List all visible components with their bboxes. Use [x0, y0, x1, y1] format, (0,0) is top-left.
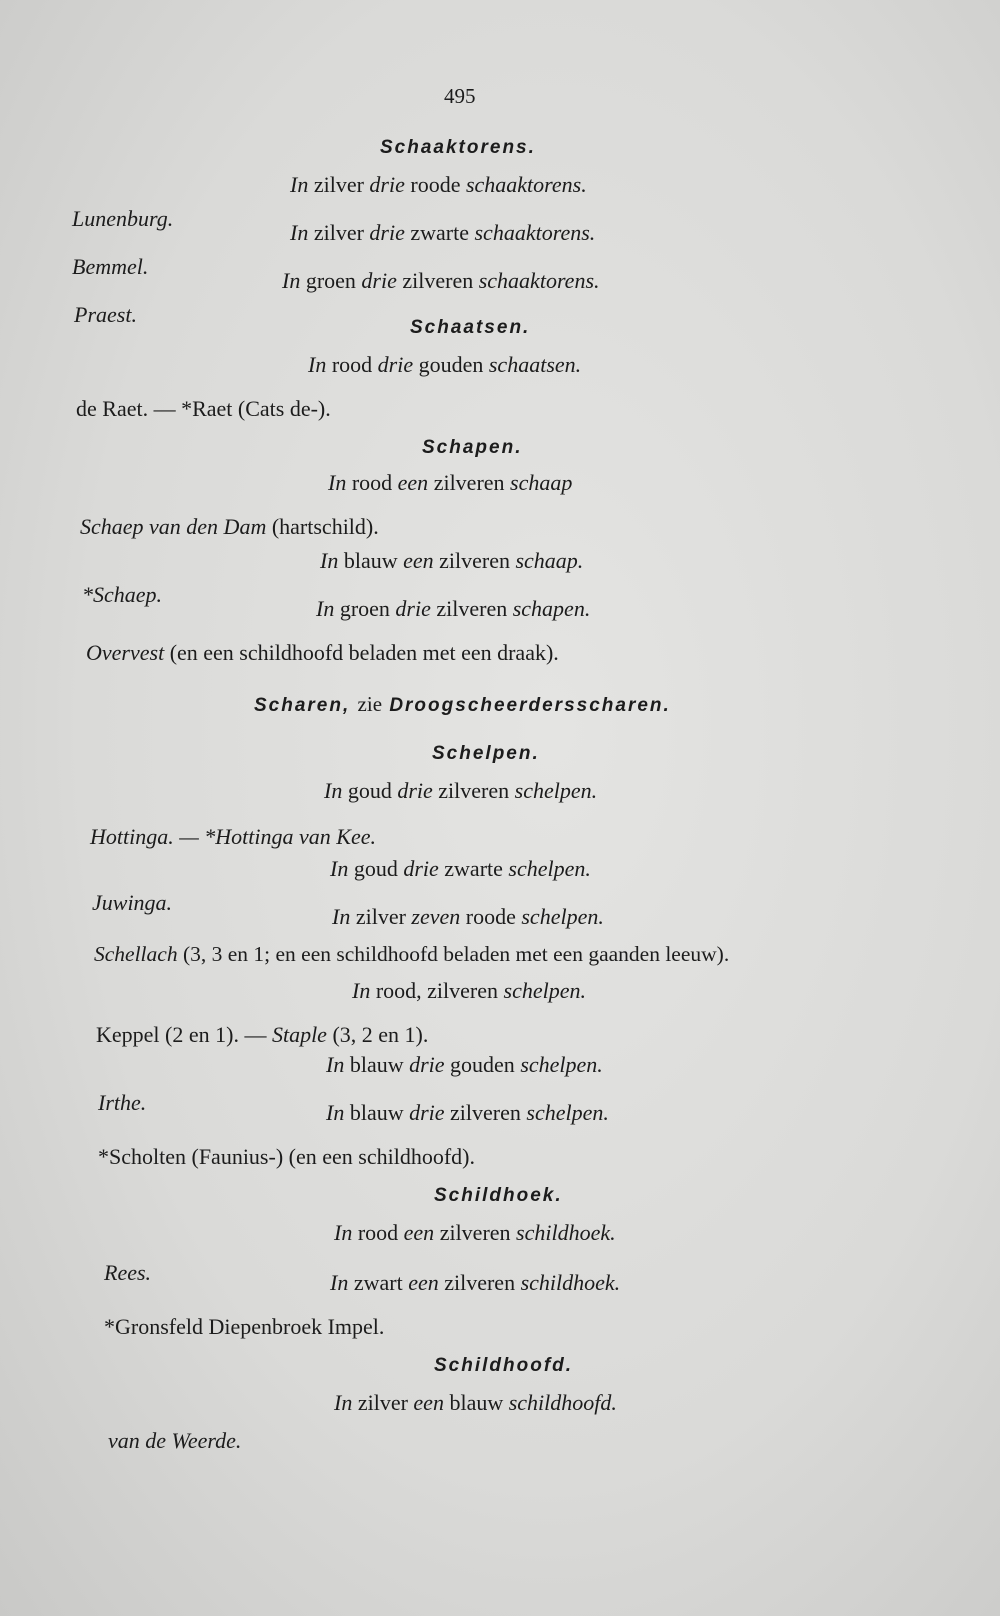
- blazon-line: In groen drie zilveren schaaktorens.: [282, 268, 600, 293]
- blazon-line: In rood, zilveren schelpen.: [352, 978, 586, 1003]
- section-heading: Schaatsen.: [410, 317, 531, 338]
- family-name: Irthe.: [98, 1090, 147, 1115]
- blazon-line: In goud drie zwarte schelpen.: [330, 856, 591, 881]
- family-name: Bemmel.: [72, 254, 149, 279]
- blazon-line: In zwart een zilveren schildhoek.: [330, 1270, 621, 1295]
- family-name: Overvest (en een schildhoofd beladen met een draak).: [86, 640, 559, 665]
- family-name: *Scholten (Faunius-) (en een schildhoofd).: [98, 1144, 475, 1169]
- section-heading: Schelpen.: [432, 743, 540, 764]
- blazon-line: In goud drie zilveren schelpen.: [324, 778, 598, 803]
- blazon-line: In rood een zilveren schildhoek.: [334, 1220, 616, 1245]
- family-name: van de Weerde.: [108, 1428, 242, 1453]
- blazon-line: In zilver drie roode schaaktorens.: [290, 172, 587, 197]
- family-name: Schaep van den Dam (hartschild).: [80, 514, 379, 539]
- blazon-line: In groen drie zilveren schapen.: [316, 596, 591, 621]
- family-name: *Schaep.: [82, 582, 163, 607]
- family-name: Schellach (3, 3 en 1; en een schildhoofd beladen met een gaanden leeuw).: [94, 942, 730, 966]
- blazon-line: In rood drie gouden schaatsen.: [308, 352, 582, 377]
- section-heading: Schapen.: [422, 437, 523, 458]
- family-name: Hottinga. — *Hottinga van Kee.: [90, 824, 376, 849]
- family-name: Praest.: [74, 302, 137, 327]
- blazon-line: In blauw drie zilveren schelpen.: [326, 1100, 609, 1125]
- family-name: *Gronsfeld Diepenbroek Impel.: [104, 1314, 385, 1339]
- page-number: 495: [444, 84, 476, 108]
- blazon-line: In rood een zilveren schaap: [328, 470, 573, 495]
- blazon-line: In zilver een blauw schildhoofd.: [334, 1390, 617, 1415]
- family-name: de Raet. — *Raet (Cats de-).: [76, 396, 331, 421]
- family-name: Lunenburg.: [72, 206, 174, 231]
- section-heading: Scharen, zie Droogscheerdersscharen.: [254, 692, 671, 716]
- section-heading: Schildhoek.: [434, 1185, 563, 1206]
- family-name: Juwinga.: [92, 890, 173, 915]
- blazon-line: In zilver drie zwarte schaaktorens.: [290, 220, 596, 245]
- blazon-line: In zilver zeven roode schelpen.: [332, 904, 604, 929]
- blazon-line: In blauw een zilveren schaap.: [320, 548, 584, 573]
- family-name: Rees.: [104, 1260, 152, 1285]
- section-heading: Schildhoofd.: [434, 1355, 574, 1376]
- section-heading: Schaaktorens.: [380, 137, 536, 158]
- blazon-line: In blauw drie gouden schelpen.: [326, 1052, 603, 1077]
- family-name: Keppel (2 en 1). — Staple (3, 2 en 1).: [96, 1022, 429, 1047]
